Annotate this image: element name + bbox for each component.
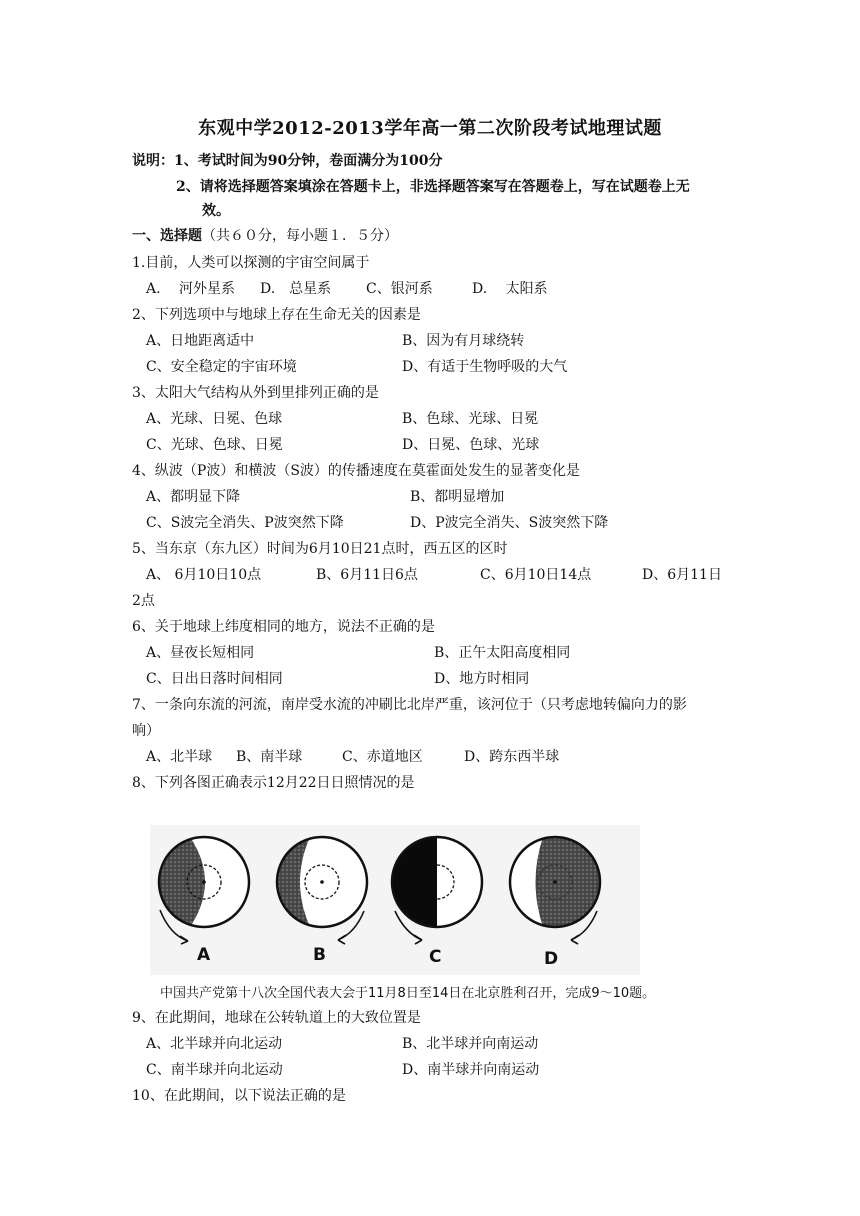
option-d: D、6月11日 <box>642 567 722 583</box>
option-c: C、银河系 <box>366 281 433 297</box>
option-b: B、都明显增加 <box>410 489 505 505</box>
page-title: 东观中学2012-2013学年高一第二次阶段考试地理试题 <box>198 118 662 139</box>
note-1: 1、考试时间为90分钟，卷面满分为100分 <box>174 153 443 169</box>
notes-line-1 <box>132 151 442 171</box>
question-stem: 10、在此期间，以下说法正确的是 <box>132 1088 346 1104</box>
diagram-d <box>510 837 605 944</box>
note-2-wrap: 效。 <box>202 203 230 219</box>
option-c: C、赤道地区 <box>342 749 423 765</box>
option-b: B、色球、光球、日冕 <box>402 411 539 427</box>
daylight-diagrams <box>150 825 640 975</box>
option-b: B、6月11日6点 <box>316 567 418 583</box>
option-c: C、光球、色球、日冕 <box>146 437 283 453</box>
option-c: C、S波完全消失、P波突然下降 <box>146 515 344 531</box>
question-stem: 2、下列选项中与地球上存在生命无关的因素是 <box>132 307 421 323</box>
option-b: B、南半球 <box>236 749 303 765</box>
question-stem: 8、下列各图正确表示12月22日日照情况的是 <box>132 775 415 791</box>
option-b: B、正午太阳高度相同 <box>434 645 571 661</box>
option-b: D. 总星系 <box>260 281 332 297</box>
option-a: A、北半球并向北运动 <box>146 1036 283 1052</box>
option-d-wrap: 2点 <box>132 593 155 609</box>
option-a: A、昼夜长短相同 <box>146 645 255 661</box>
option-b: B、因为有月球绕转 <box>402 333 525 349</box>
option-a: A、 6月10日10点 <box>146 567 262 583</box>
option-c: C、日出日落时间相同 <box>146 671 283 687</box>
question-stem: 7、一条向东流的河流，南岸受水流的冲刷比北岸严重，该河位于（只考虑地转偏向力的影 <box>132 697 687 713</box>
option-d: D、P波完全消失、S波突然下降 <box>410 515 609 531</box>
question-stem: 9、在此期间，地球在公转轨道上的大致位置是 <box>132 1010 421 1026</box>
question-stem: 3、太阳大气结构从外到里排列正确的是 <box>132 385 379 401</box>
option-d: D、南半球并向南运动 <box>402 1062 540 1078</box>
question-stem: 6、关于地球上纬度相同的地方，说法不正确的是 <box>132 619 435 635</box>
figure-label-a: A <box>197 945 211 965</box>
question-stem: 1.目前，人类可以探测的宇宙空间属于 <box>132 255 370 271</box>
diagram-c <box>390 835 482 944</box>
option-a: A、都明显下降 <box>146 489 241 505</box>
notes-prefix: 说明： <box>132 153 174 169</box>
section-heading <box>132 226 398 246</box>
option-a: A、日地距离适中 <box>146 333 255 349</box>
option-b: B、北半球并向南运动 <box>402 1036 539 1052</box>
option-d: D、跨东西半球 <box>464 749 560 765</box>
daylight-diagrams-svg <box>150 825 640 975</box>
diagram-b <box>270 837 367 944</box>
figure-label-d: D <box>544 949 559 969</box>
option-a: A、北半球 <box>146 749 213 765</box>
figure-label-b: B <box>313 945 326 965</box>
option-d: D、有适于生物呼吸的大气 <box>402 359 568 375</box>
question-stem: 5、当东京（东九区）时间为6月10日21点时，西五区的区时 <box>132 541 508 557</box>
option-a: A. 河外星系 <box>146 281 236 297</box>
figure-label-c: C <box>429 947 442 967</box>
option-c: C、南半球并向北运动 <box>146 1062 283 1078</box>
option-a: A、光球、日冕、色球 <box>146 411 283 427</box>
option-d: D、地方时相同 <box>434 671 530 687</box>
passage-caption: 中国共产党第十八次全国代表大会于11月8日至14日在北京胜利召开，完成9～10题。 <box>160 986 656 1001</box>
option-c: C、安全稳定的宇宙环境 <box>146 359 297 375</box>
question-stem-wrap: 响） <box>132 723 160 739</box>
section-info: （共６０分，每小题１．５分） <box>202 228 398 244</box>
option-d: D、日冕、色球、光球 <box>402 437 540 453</box>
question-stem: 4、纵波（P波）和横波（S波）的传播速度在莫霍面处发生的显著变化是 <box>132 463 580 479</box>
diagram-a <box>150 837 249 944</box>
option-d: D. 太阳系 <box>472 281 548 297</box>
option-c: C、6月10日14点 <box>480 567 592 583</box>
section-title: 一、选择题 <box>132 228 202 244</box>
note-2: 2、请将选择题答案填涂在答题卡上，非选择题答案写在答题卷上，写在试题卷上无 <box>176 179 690 195</box>
